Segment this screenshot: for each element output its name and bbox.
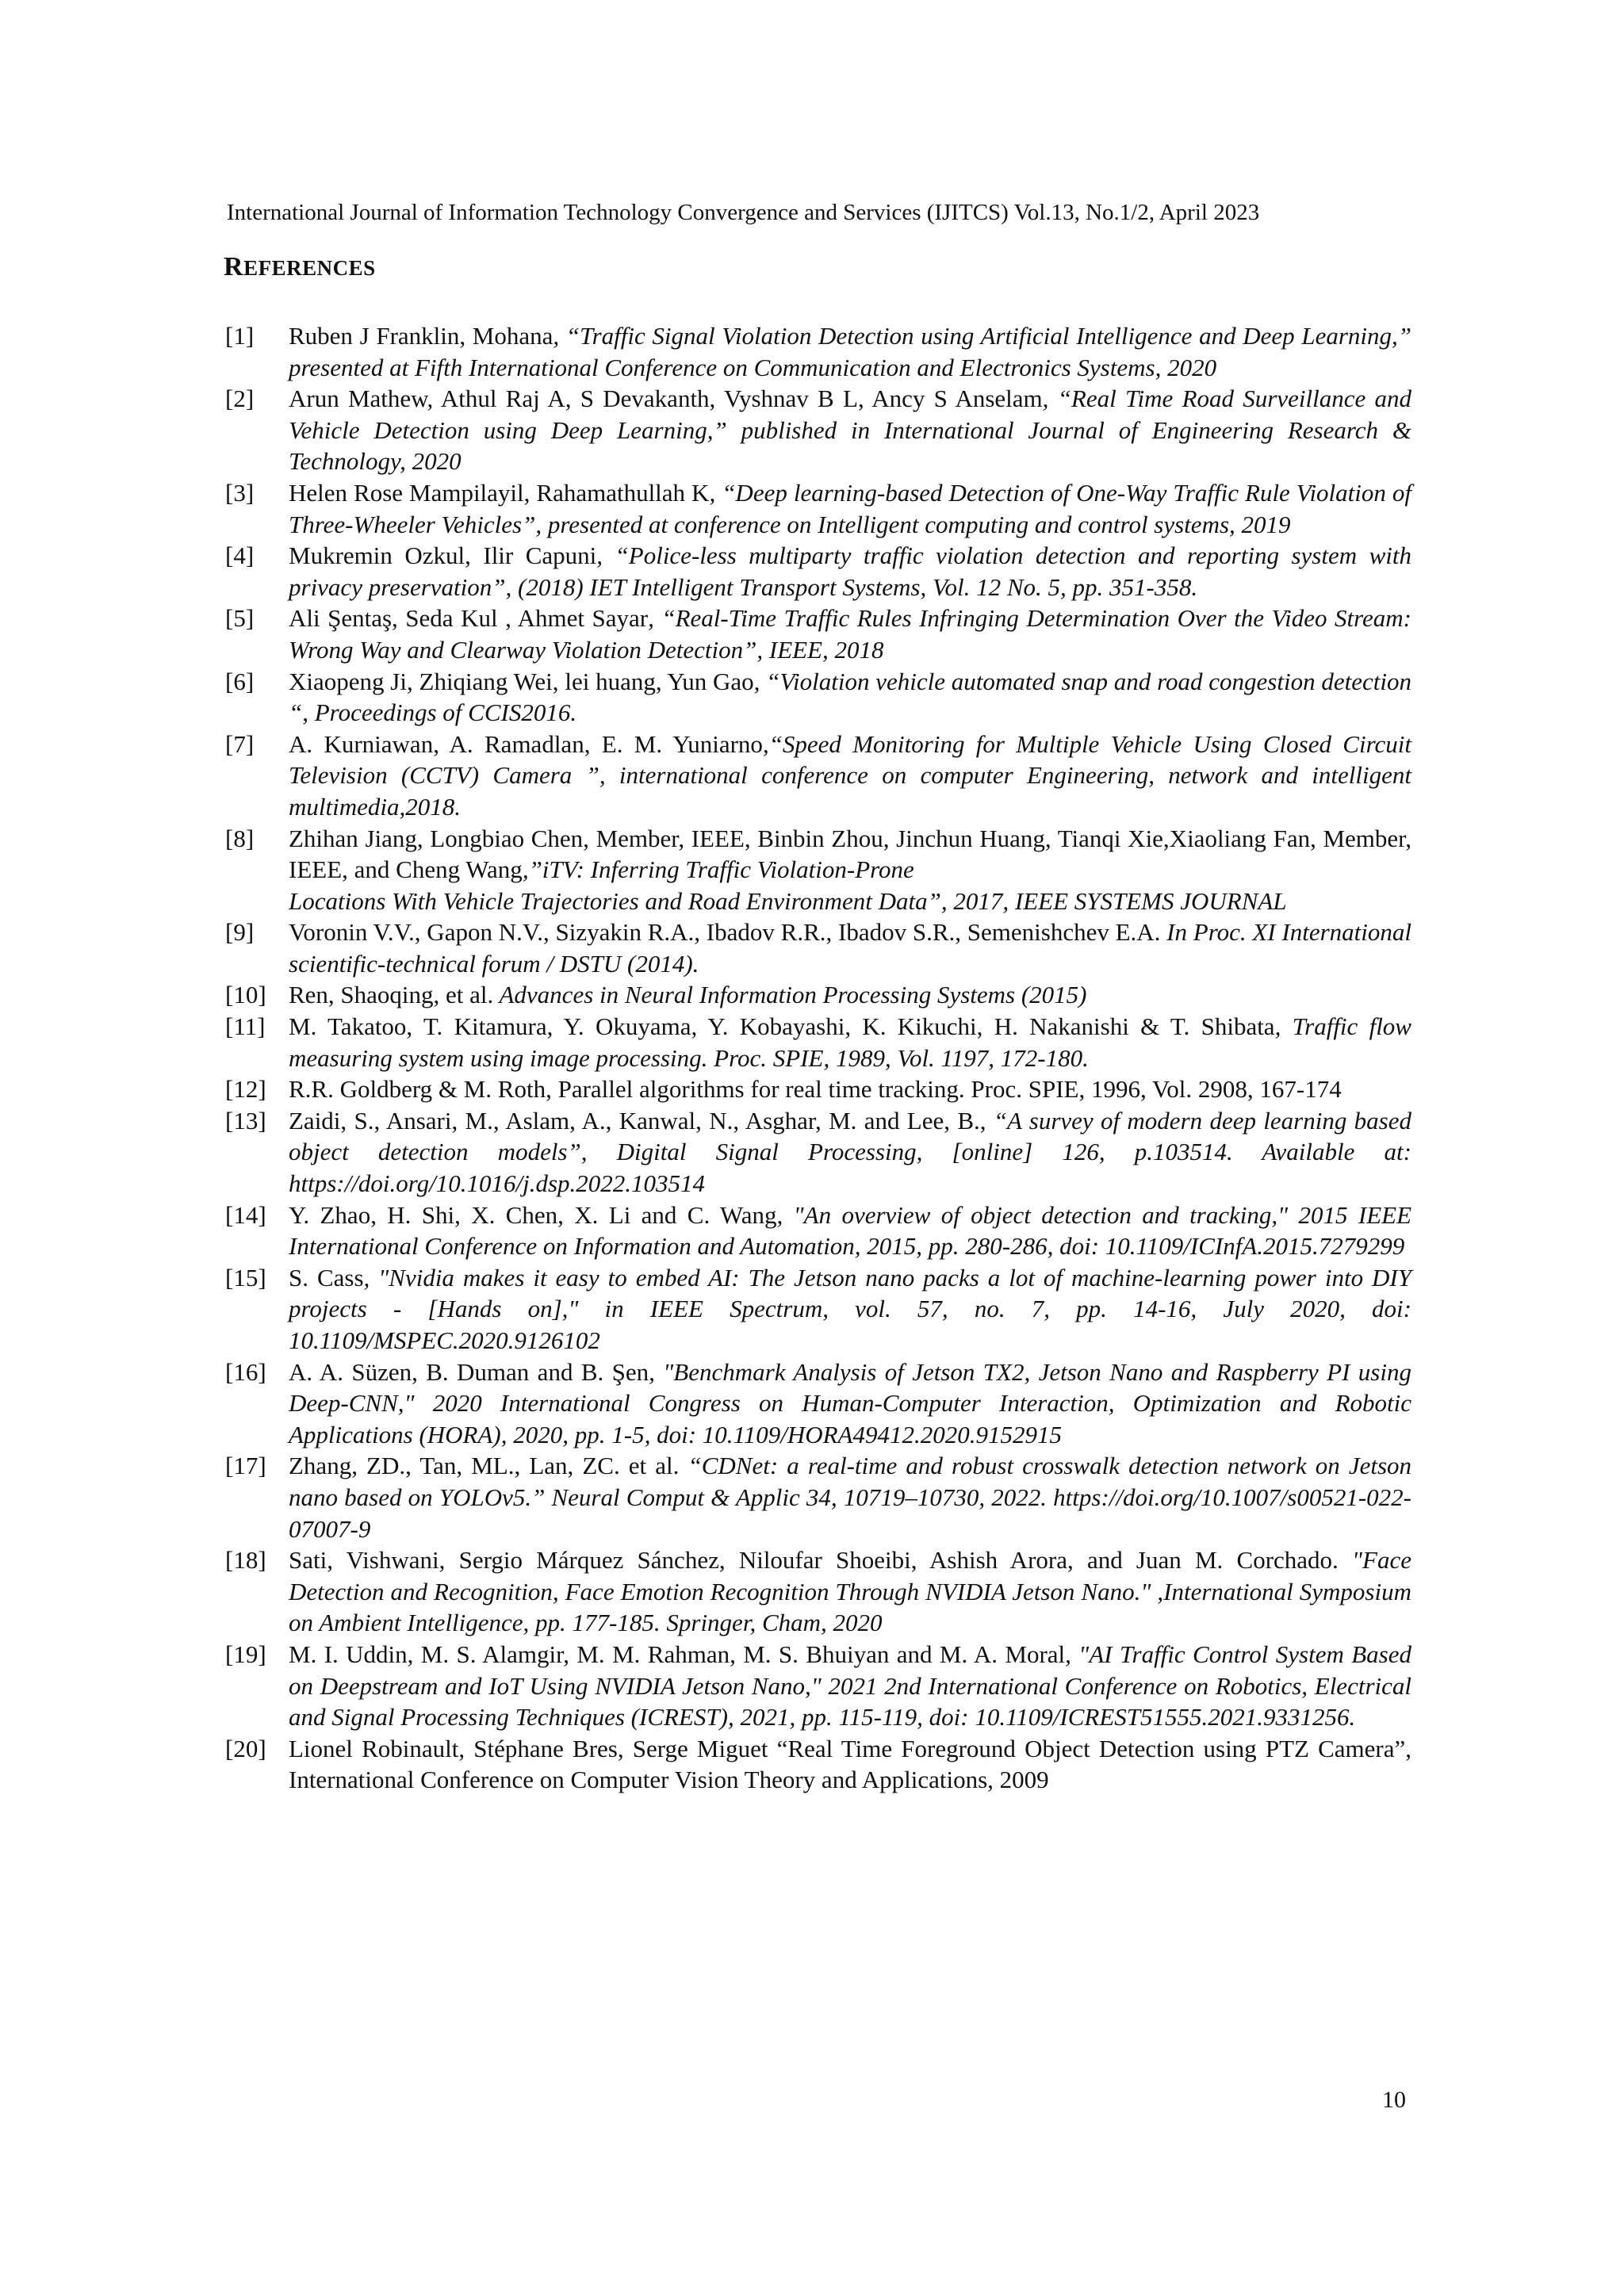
reference-authors: Ali Şentaş, Seda Kul , Ahmet Sayar xyxy=(289,604,649,633)
reference-text xyxy=(289,666,1411,729)
reference-item xyxy=(225,1262,1411,1357)
reference-title: , “Deep learning-based Detection of One-Way Traffic Rule Violation of Three-Wheeler Vehicles”, presented at conference on Intelligent computing and control systems, 2019 xyxy=(289,478,1412,538)
reference-title: , “Real-Time Traffic Rules Infringing Determination Over the Video Stream: Wrong Way and Clearway Violation Detection”, IEEE, 2018 xyxy=(289,604,1411,664)
reference-text xyxy=(289,1450,1411,1544)
reference-item xyxy=(225,1733,1411,1796)
reference-authors: Voronin V.V., Gapon N.V., Sizyakin R.A., Ibadov R.R., Ibadov S.R., Semenishchev E.A. xyxy=(289,918,1161,947)
reference-text xyxy=(289,320,1411,383)
reference-list xyxy=(225,320,1411,1796)
reference-number: [7] xyxy=(225,729,255,758)
reference-authors: S. Cass xyxy=(289,1263,364,1292)
reference-authors: Zaidi, S., Ansari, M., Aslam, A., Kanwal, N., Asghar, M. and Lee, B., xyxy=(289,1106,986,1135)
reference-number: [4] xyxy=(225,541,255,570)
reference-text xyxy=(289,1357,1411,1451)
reference-item xyxy=(225,1639,1411,1733)
reference-number: [11] xyxy=(225,1012,266,1041)
reference-item xyxy=(225,1544,1411,1639)
reference-title: , “Traffic Signal Violation Detection using Artificial Intelligence and Deep Learning,” presented at Fifth International Conference on Communication and Electronics Systems, 2020 xyxy=(289,322,1411,381)
reference-text xyxy=(289,1544,1411,1639)
reference-item xyxy=(225,823,1411,917)
reference-text xyxy=(289,383,1411,477)
reference-text xyxy=(289,823,1411,917)
reference-authors: Lionel Robinault, Stéphane Bres, Serge Miguet “Real Time Foreground Object Detection using PTZ Camera”, International Conference on Computer Vision Theory and Applications, 2009 xyxy=(289,1734,1411,1794)
reference-item xyxy=(225,1450,1411,1544)
reference-item xyxy=(225,1200,1411,1262)
reference-number: [20] xyxy=(225,1734,266,1762)
reference-authors: Zhihan Jiang, Longbiao Chen, Member, IEEE, Binbin Zhou, Jinchun Huang, Tianqi Xie,Xiaoliang Fan, Member, IEEE, and Cheng Wang xyxy=(289,824,1411,884)
reference-authors: Ruben J Franklin, Mohana xyxy=(289,322,553,350)
reference-title: In Proc. XI International scientific-technical forum / DSTU (2014). xyxy=(289,918,1411,978)
reference-number: [2] xyxy=(225,385,255,413)
reference-authors: R.R. Goldberg & M. Roth, Parallel algorithms for real time tracking. Proc. SPIE, 1996, Vol. 2908, 167-174 xyxy=(289,1075,1342,1104)
reference-authors: Helen Rose Mampilayil, Rahamathullah K xyxy=(289,478,710,507)
reference-text xyxy=(289,477,1411,540)
reference-item xyxy=(225,916,1411,979)
reference-title: , “Police-less multiparty traffic violation detection and reporting system with privacy preservation”, (2018) IET Intelligent Transport Systems, Vol. 12 No. 5, pp. 351-358. xyxy=(289,541,1411,601)
reference-title: ,”iTV: Inferring Traffic Violation-Prone xyxy=(522,855,914,884)
reference-title-continued: Locations With Vehicle Trajectories and Road Environment Data”, 2017, IEEE SYSTEMS JOURNAL xyxy=(289,886,1287,915)
reference-title: , "An overview of object detection and tracking," 2015 IEEE International Conference on Information and Automation, 2015, pp. 280-286, doi: 10.1109/ICInfA.2015.7279299 xyxy=(289,1200,1412,1261)
journal-header: International Journal of Information Technology Convergence and Services (IJITCS) Vol.13, No.1/2, April 2023 xyxy=(227,200,1260,225)
reference-authors: Xiaopeng Ji, Zhiqiang Wei, lei huang, Yun Gao xyxy=(289,667,754,695)
reference-title: , "Benchmark Analysis of Jetson TX2, Jetson Nano and Raspberry PI using Deep-CNN," 2020 International Congress on Human-Computer Interaction, Optimization and Robotic Applications (HORA), 2020, pp. 1-5, doi: 10.1109/HORA49412.2020.9152915 xyxy=(289,1357,1411,1448)
reference-title: , "Nvidia makes it easy to embed AI: The Jetson nano packs a lot of machine-learning power into DIY projects - [Hands on]," in IEEE Spectrum, vol. 57, no. 7, pp. 14-16, July 2020, doi: 10.1109/MSPEC.2020.9126102 xyxy=(289,1263,1411,1354)
reference-item xyxy=(225,1357,1411,1451)
reference-number: [16] xyxy=(225,1357,266,1386)
reference-item xyxy=(225,477,1411,540)
reference-item xyxy=(225,1105,1411,1200)
reference-title: , “Violation vehicle automated snap and road congestion detection “, Proceedings of CCIS2016. xyxy=(289,667,1411,727)
reference-text xyxy=(289,979,1411,1011)
section-heading-initial: R xyxy=(224,252,244,281)
reference-number: [6] xyxy=(225,667,255,695)
reference-text xyxy=(289,1105,1411,1200)
reference-number: [12] xyxy=(225,1075,266,1104)
reference-number: [14] xyxy=(225,1200,266,1229)
reference-authors: Arun Mathew, Athul Raj A, S Devakanth, Vyshnav B L, Ancy S Anselam xyxy=(289,385,1043,413)
reference-authors: Y. Zhao, H. Shi, X. Chen, X. Li and C. Wang xyxy=(289,1200,777,1229)
reference-item xyxy=(225,383,1411,477)
reference-number: [9] xyxy=(225,918,255,947)
reference-item xyxy=(225,1073,1411,1105)
reference-title: ,“Speed Monitoring for Multiple Vehicle Using Closed Circuit Television (CCTV) Camera ”, international conference on computer Engineering, network and intelligent multimedia,2018. xyxy=(289,729,1411,821)
reference-item xyxy=(225,979,1411,1011)
reference-text xyxy=(289,1011,1411,1073)
reference-number: [3] xyxy=(225,478,255,507)
reference-authors: A. Kurniawan, A. Ramadlan, E. M. Yuniarno xyxy=(289,729,763,758)
reference-authors: Mukremin Ozkul, Ilir Capuni xyxy=(289,541,597,570)
reference-authors: M. Takatoo, T. Kitamura, Y. Okuyama, Y. Kobayashi, K. Kikuchi, H. Nakanishi & T. Shibata xyxy=(289,1012,1275,1041)
reference-authors: A. A. Süzen, B. Duman and B. Şen xyxy=(289,1357,649,1386)
reference-item xyxy=(225,320,1411,383)
reference-title: “CDNet: a real-time and robust crosswalk detection network on Jetson nano based on YOLOv5.” Neural Comput & Applic 34, 10719–10730, 2022. https://doi.org/10.1007/s00521-022-07007-9 xyxy=(289,1452,1412,1543)
reference-number: [15] xyxy=(225,1263,266,1292)
reference-text xyxy=(289,729,1411,823)
reference-authors: Zhang, ZD., Tan, ML., Lan, ZC. et al. xyxy=(289,1452,680,1480)
reference-item xyxy=(225,603,1411,665)
reference-text xyxy=(289,603,1411,665)
reference-number: [17] xyxy=(225,1452,266,1480)
reference-text xyxy=(289,1262,1411,1357)
section-heading xyxy=(224,252,376,282)
reference-number: [1] xyxy=(225,322,255,350)
reference-title: Advances in Neural Information Processing Systems (2015) xyxy=(493,981,1087,1009)
reference-text xyxy=(289,540,1411,603)
reference-title: , "AI Traffic Control System Based on Deepstream and IoT Using NVIDIA Jetson Nano," 2021 2nd International Conference on Robotics, Electrical and Signal Processing Techniques (ICREST), 2021, pp. 115-119, doi: 10.1109/ICREST51555.2021.9331256. xyxy=(289,1640,1411,1732)
reference-number: [8] xyxy=(225,824,255,852)
reference-authors: Sati, Vishwani, Sergio Márquez Sánchez, Niloufar Shoeibi, Ashish Arora, and Juan M. Corchado. xyxy=(289,1546,1339,1575)
reference-text xyxy=(289,916,1411,979)
reference-title: , “Real Time Road Surveillance and Vehicle Detection using Deep Learning,” published in International Journal of Engineering Research & Technology, 2020 xyxy=(289,385,1411,476)
reference-text xyxy=(289,1639,1411,1733)
reference-number: [18] xyxy=(225,1546,266,1575)
reference-authors: M. I. Uddin, M. S. Alamgir, M. M. Rahman, M. S. Bhuiyan and M. A. Moral xyxy=(289,1640,1066,1668)
reference-title: “A survey of modern deep learning based object detection models”, Digital Signal Processing, [online] 126, p.103514. Available at: https://doi.org/10.1016/j.dsp.2022.103514 xyxy=(289,1106,1411,1198)
reference-text xyxy=(289,1073,1411,1105)
page-number: 10 xyxy=(1382,2087,1406,2113)
reference-item xyxy=(225,729,1411,823)
reference-number: [10] xyxy=(225,981,266,1009)
reference-number: [19] xyxy=(225,1640,266,1668)
reference-text xyxy=(289,1733,1411,1796)
reference-item xyxy=(225,1011,1411,1073)
reference-authors: Ren, Shaoqing, et al. xyxy=(289,981,494,1009)
reference-item xyxy=(225,666,1411,729)
reference-item xyxy=(225,540,1411,603)
reference-title: "Face Detection and Recognition, Face Emotion Recognition Through NVIDIA Jetson Nano." ,International Symposium on Ambient Intelligence, pp. 177-185. Springer, Cham, 2020 xyxy=(289,1546,1411,1637)
section-heading-rest: EFERENCES xyxy=(243,256,376,280)
reference-text xyxy=(289,1200,1411,1262)
reference-number: [5] xyxy=(225,604,255,633)
reference-title: , Traffic flow measuring system using image processing. Proc. SPIE, 1989, Vol. 1197, 172-180. xyxy=(289,1012,1411,1072)
reference-number: [13] xyxy=(225,1106,266,1135)
